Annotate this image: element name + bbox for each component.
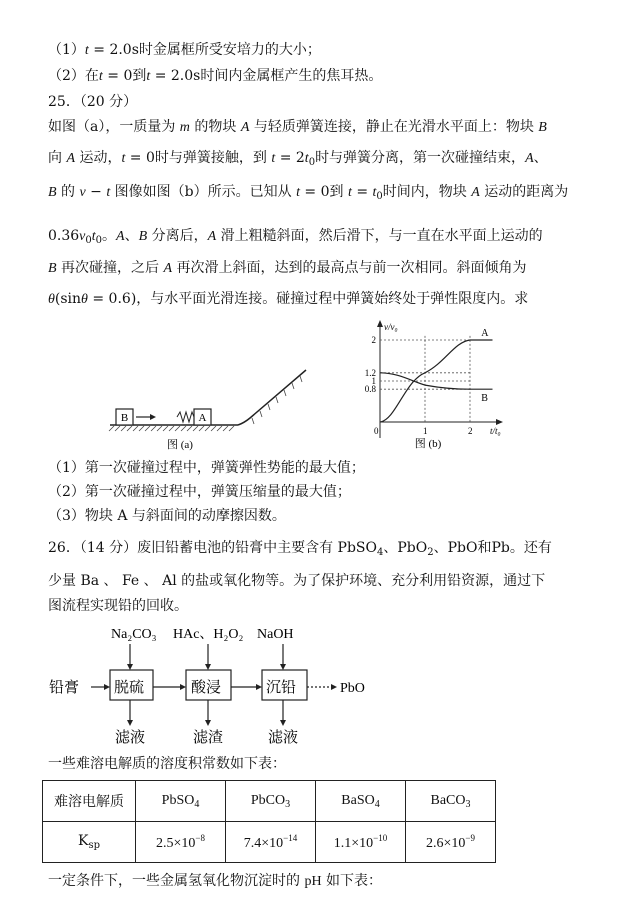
q25-header: 25．（20 分） bbox=[48, 94, 138, 110]
curve-b-label: B bbox=[481, 393, 488, 405]
spring bbox=[177, 412, 194, 422]
block-b-label: B bbox=[120, 412, 129, 424]
q26-line1: 26．（14 分）废旧铅蓄电池的铅膏中主要含有 PbSO$_4$、PbO$_2$、PbO和Pb。还有 bbox=[48, 540, 552, 558]
q26-line3: 图流程实现铅的回收。 bbox=[48, 598, 188, 614]
figure-b-chart bbox=[350, 318, 510, 453]
flow-output: PbO bbox=[340, 681, 365, 696]
flow-step-1-label: 脱硫 bbox=[114, 680, 145, 696]
q25-line4: $0.36v_0t_0$。A、B 分离后，A 滑上粗糙斜面，然后滑下，与一直在水平面上运动的 bbox=[48, 228, 543, 246]
q25-line2: 向 A 运动，t = 0时与弹簧接触，到 $t = 2t_0$时与弹簧分离，第一次碰撞结束，A、 bbox=[48, 150, 548, 168]
flow-diagram bbox=[45, 620, 385, 748]
flow-input: 铅膏 bbox=[49, 680, 80, 696]
q26-line2: 少量 Ba 、 Fe 、 Al 的盐或氧化物等。为了保护环境、充分利用铅资源，通过下 bbox=[48, 573, 546, 589]
ksp-col-name: PbSO$_4$ bbox=[136, 781, 226, 822]
ksp-value: $1.1\times 10^{-10}$ bbox=[316, 822, 406, 863]
figure-a-caption: 图 (a) bbox=[167, 439, 193, 451]
curve-a-label: A bbox=[481, 328, 489, 339]
ksp-value: $2.5\times 10^{-8}$ bbox=[136, 822, 226, 863]
x-tick-label: 0 bbox=[374, 426, 379, 436]
q25-sub2: （2）第一次碰撞过程中，弹簧压缩量的最大值； bbox=[48, 484, 351, 500]
ksp-col-name: BaSO$_4$ bbox=[316, 781, 406, 822]
ksp-value: $7.4\times 10^{-14}$ bbox=[226, 822, 316, 863]
ksp-value-row bbox=[43, 822, 496, 863]
flow-waste-3: 滤液 bbox=[268, 730, 299, 746]
flow-reagent-2: HAc、H₂O₂ bbox=[173, 627, 244, 642]
q25-line1: 如图（a），一质量为 m 的物块 A 与轻质弹簧连接，静止在光滑水平面上：物块 B bbox=[48, 119, 547, 135]
y-tick-label: 0.8 bbox=[364, 384, 376, 395]
incline-surface bbox=[238, 370, 306, 425]
ksp-col-name: BaCO$_3$ bbox=[406, 781, 496, 822]
ksp-header-label: 难溶电解质 bbox=[43, 781, 136, 822]
table-intro: 一些难溶电解质的溶度积常数如下表： bbox=[48, 756, 286, 772]
x-tick-label: 2 bbox=[468, 426, 473, 436]
flow-reagent-3: NaOH bbox=[257, 627, 294, 642]
q25-line3: B 的 v − t 图像如图（b）所示。已知从 t = 0到 $t = t_0$时间内，物块 A 运动的距离为 bbox=[48, 184, 569, 202]
block-a-label: A bbox=[198, 412, 207, 424]
q24-part1: （1）t = 2.0s时金属框所受安培力的大小； bbox=[48, 42, 321, 58]
ksp-value: $2.6\times 10^{-9}$ bbox=[406, 822, 496, 863]
flow-waste-2: 滤渣 bbox=[193, 730, 224, 746]
q25-line6: θ(sinθ = 0.6)，与水平面光滑连接。碰撞过程中弹簧始终处于弹性限度内。求 bbox=[48, 291, 529, 307]
ksp-table bbox=[42, 780, 496, 863]
q25-sub3: （3）物块 A 与斜面间的动摩擦因数。 bbox=[48, 508, 286, 524]
y-axis-arrow bbox=[377, 320, 383, 327]
ph-table-intro: 一定条件下，一些金属氢氧化物沉淀时的 pH 如下表： bbox=[48, 873, 383, 889]
q24-part2: （2）在t = 0到t = 2.0s时间内金属框产生的焦耳热。 bbox=[48, 68, 383, 84]
ground-hatching bbox=[109, 426, 234, 431]
flow-waste-1: 滤液 bbox=[115, 730, 146, 746]
y-tick-label: 1 bbox=[371, 376, 376, 386]
velocity-arrowhead bbox=[150, 414, 156, 420]
flow-step-2-label: 酸浸 bbox=[191, 680, 222, 696]
ksp-header-row bbox=[43, 781, 496, 822]
flow-reagent-1: Na₂CO₃ bbox=[111, 627, 157, 642]
y-tick-label: 1.2 bbox=[364, 367, 376, 378]
y-axis-label: v/v₀ bbox=[384, 322, 398, 332]
incline-hatching bbox=[252, 376, 302, 424]
q25-line5: B 再次碰撞，之后 A 再次滑上斜面，达到的最高点与前一次相同。斜面倾角为 bbox=[48, 260, 527, 276]
y-tick-label: 2 bbox=[371, 335, 376, 345]
figure-a bbox=[100, 360, 330, 455]
q25-sub1: （1）第一次碰撞过程中，弹簧弹性势能的最大值； bbox=[48, 460, 365, 476]
flow-step-3-label: 沉铅 bbox=[266, 680, 297, 696]
ksp-col-name: PbCO$_3$ bbox=[226, 781, 316, 822]
ksp-row-label: $K_{sp}$ bbox=[43, 822, 136, 863]
x-axis-label: t/t₀ bbox=[490, 426, 501, 436]
x-axis-arrow bbox=[496, 419, 503, 425]
figure-b-caption: 图 (b) bbox=[414, 438, 442, 450]
x-tick-label: 1 bbox=[423, 426, 428, 436]
